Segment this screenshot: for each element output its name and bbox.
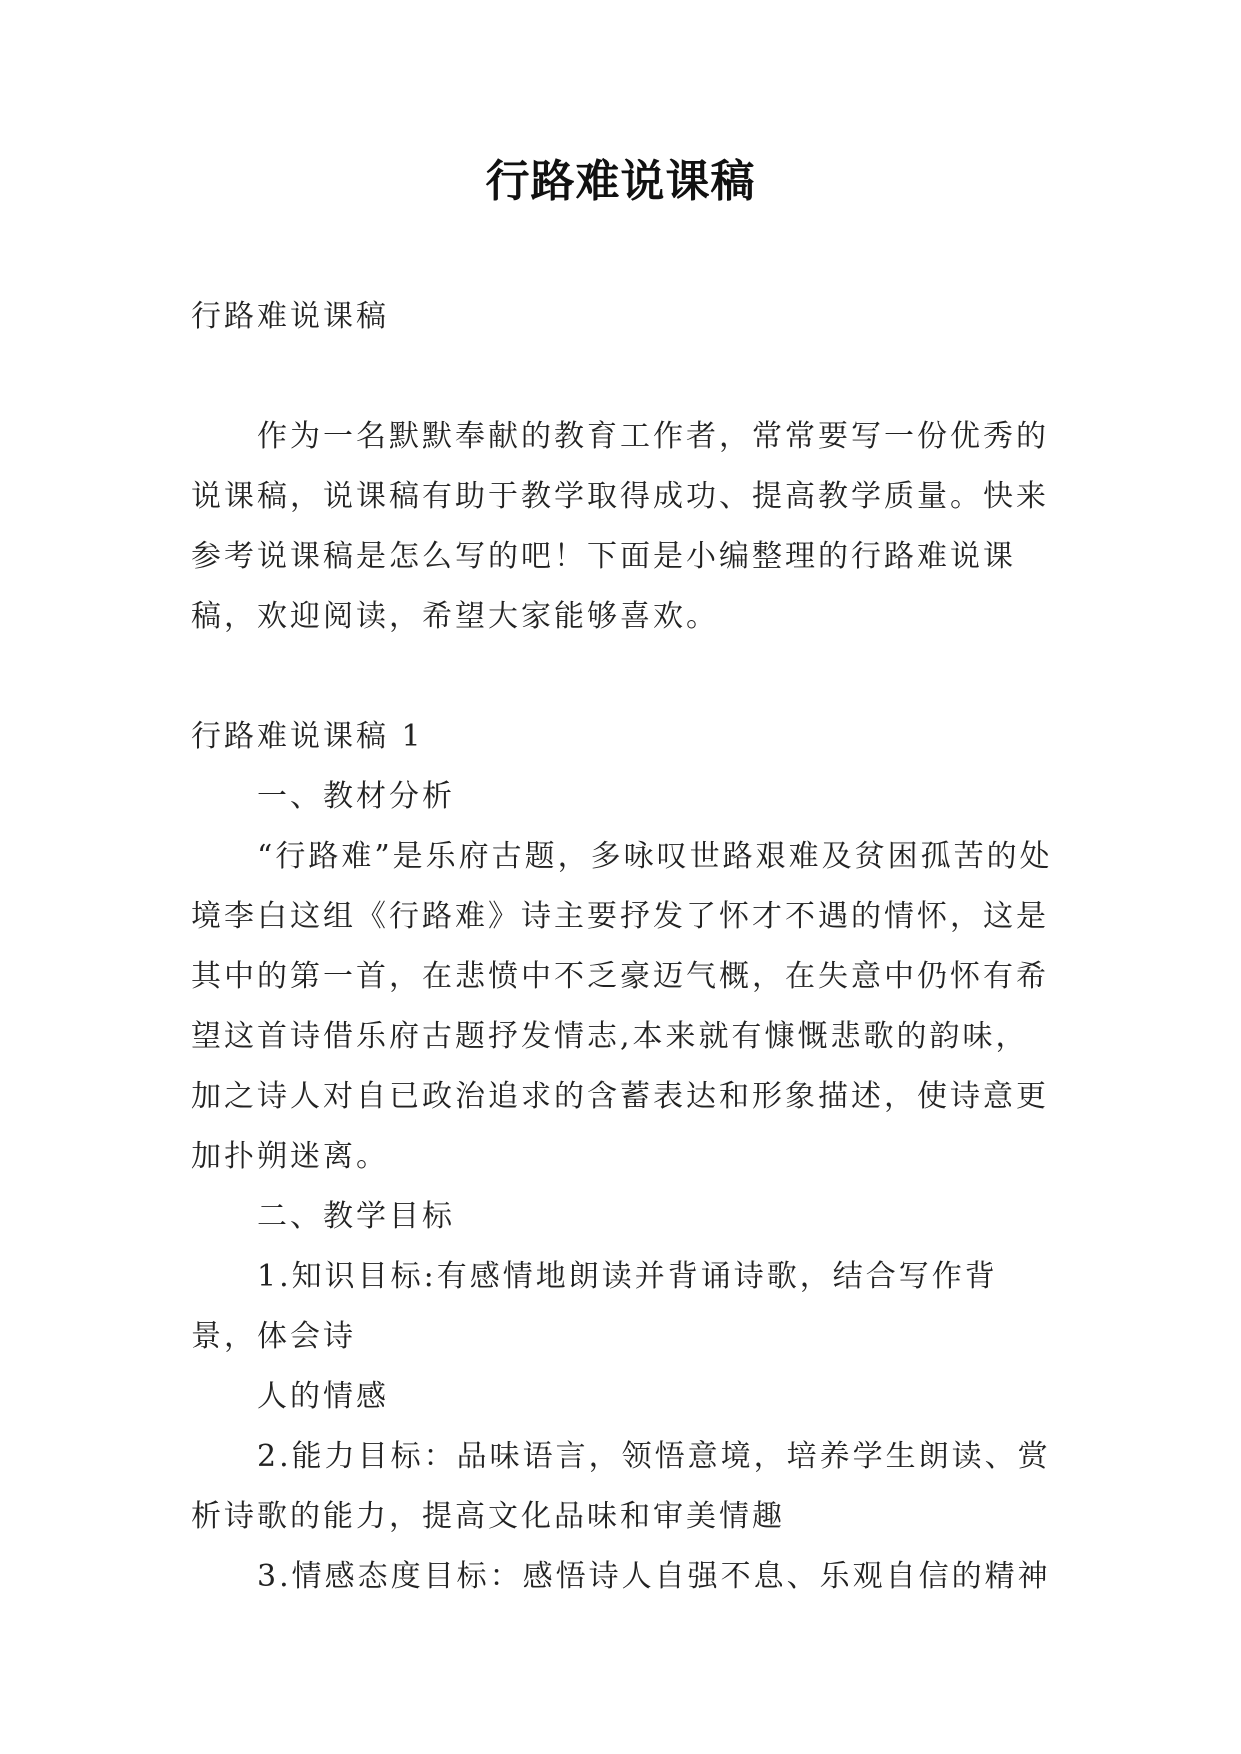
goal-emotion: 3.情感态度目标：感悟诗人自强不息、乐观自信的精神 <box>257 1559 1051 1594</box>
subtitle: 行路难说课稿 <box>191 299 389 334</box>
goal-knowledge-continued: 人的情感 <box>257 1379 389 1414</box>
intro-paragraph: 作为一名默默奉献的教育工作者，常常要写一份优秀的说课稿，说课稿有助于教学取得成功、提高教学质量。快来参考说课稿是怎么写的吧！下面是小编整理的行路难说课稿，欢迎阅读，希望大家能够喜欢。 <box>191 419 1049 634</box>
section-title: 行路难说课稿 1 <box>191 719 424 754</box>
document-body <box>191 287 1053 1607</box>
analysis-paragraph: “行路难”是乐府古题，多咏叹世路艰难及贫困孤苦的处境李白这组《行路难》诗主要抒发了怀才不遇的情怀，这是其中的第一首，在悲愤中不乏豪迈气概，在失意中仍怀有希望这首诗借乐府古题抒发情志,本来就有慷慨悲歌的韵味，加之诗人对自已政治追求的含蓄表达和形象描述，使诗意更加扑朔迷离。 <box>191 839 1053 1174</box>
heading-analysis: 一、教材分析 <box>257 779 455 814</box>
goal-ability: 2.能力目标：品味语言，领悟意境，培养学生朗读、赏析诗歌的能力，提高文化品味和审美情趣 <box>191 1439 1051 1534</box>
heading-goals: 二、教学目标 <box>257 1199 455 1234</box>
goal-knowledge: 1.知识目标:有感情地朗读并背诵诗歌，结合写作背景，体会诗 <box>191 1259 998 1354</box>
document-title: 行路难说课稿 <box>485 156 756 207</box>
